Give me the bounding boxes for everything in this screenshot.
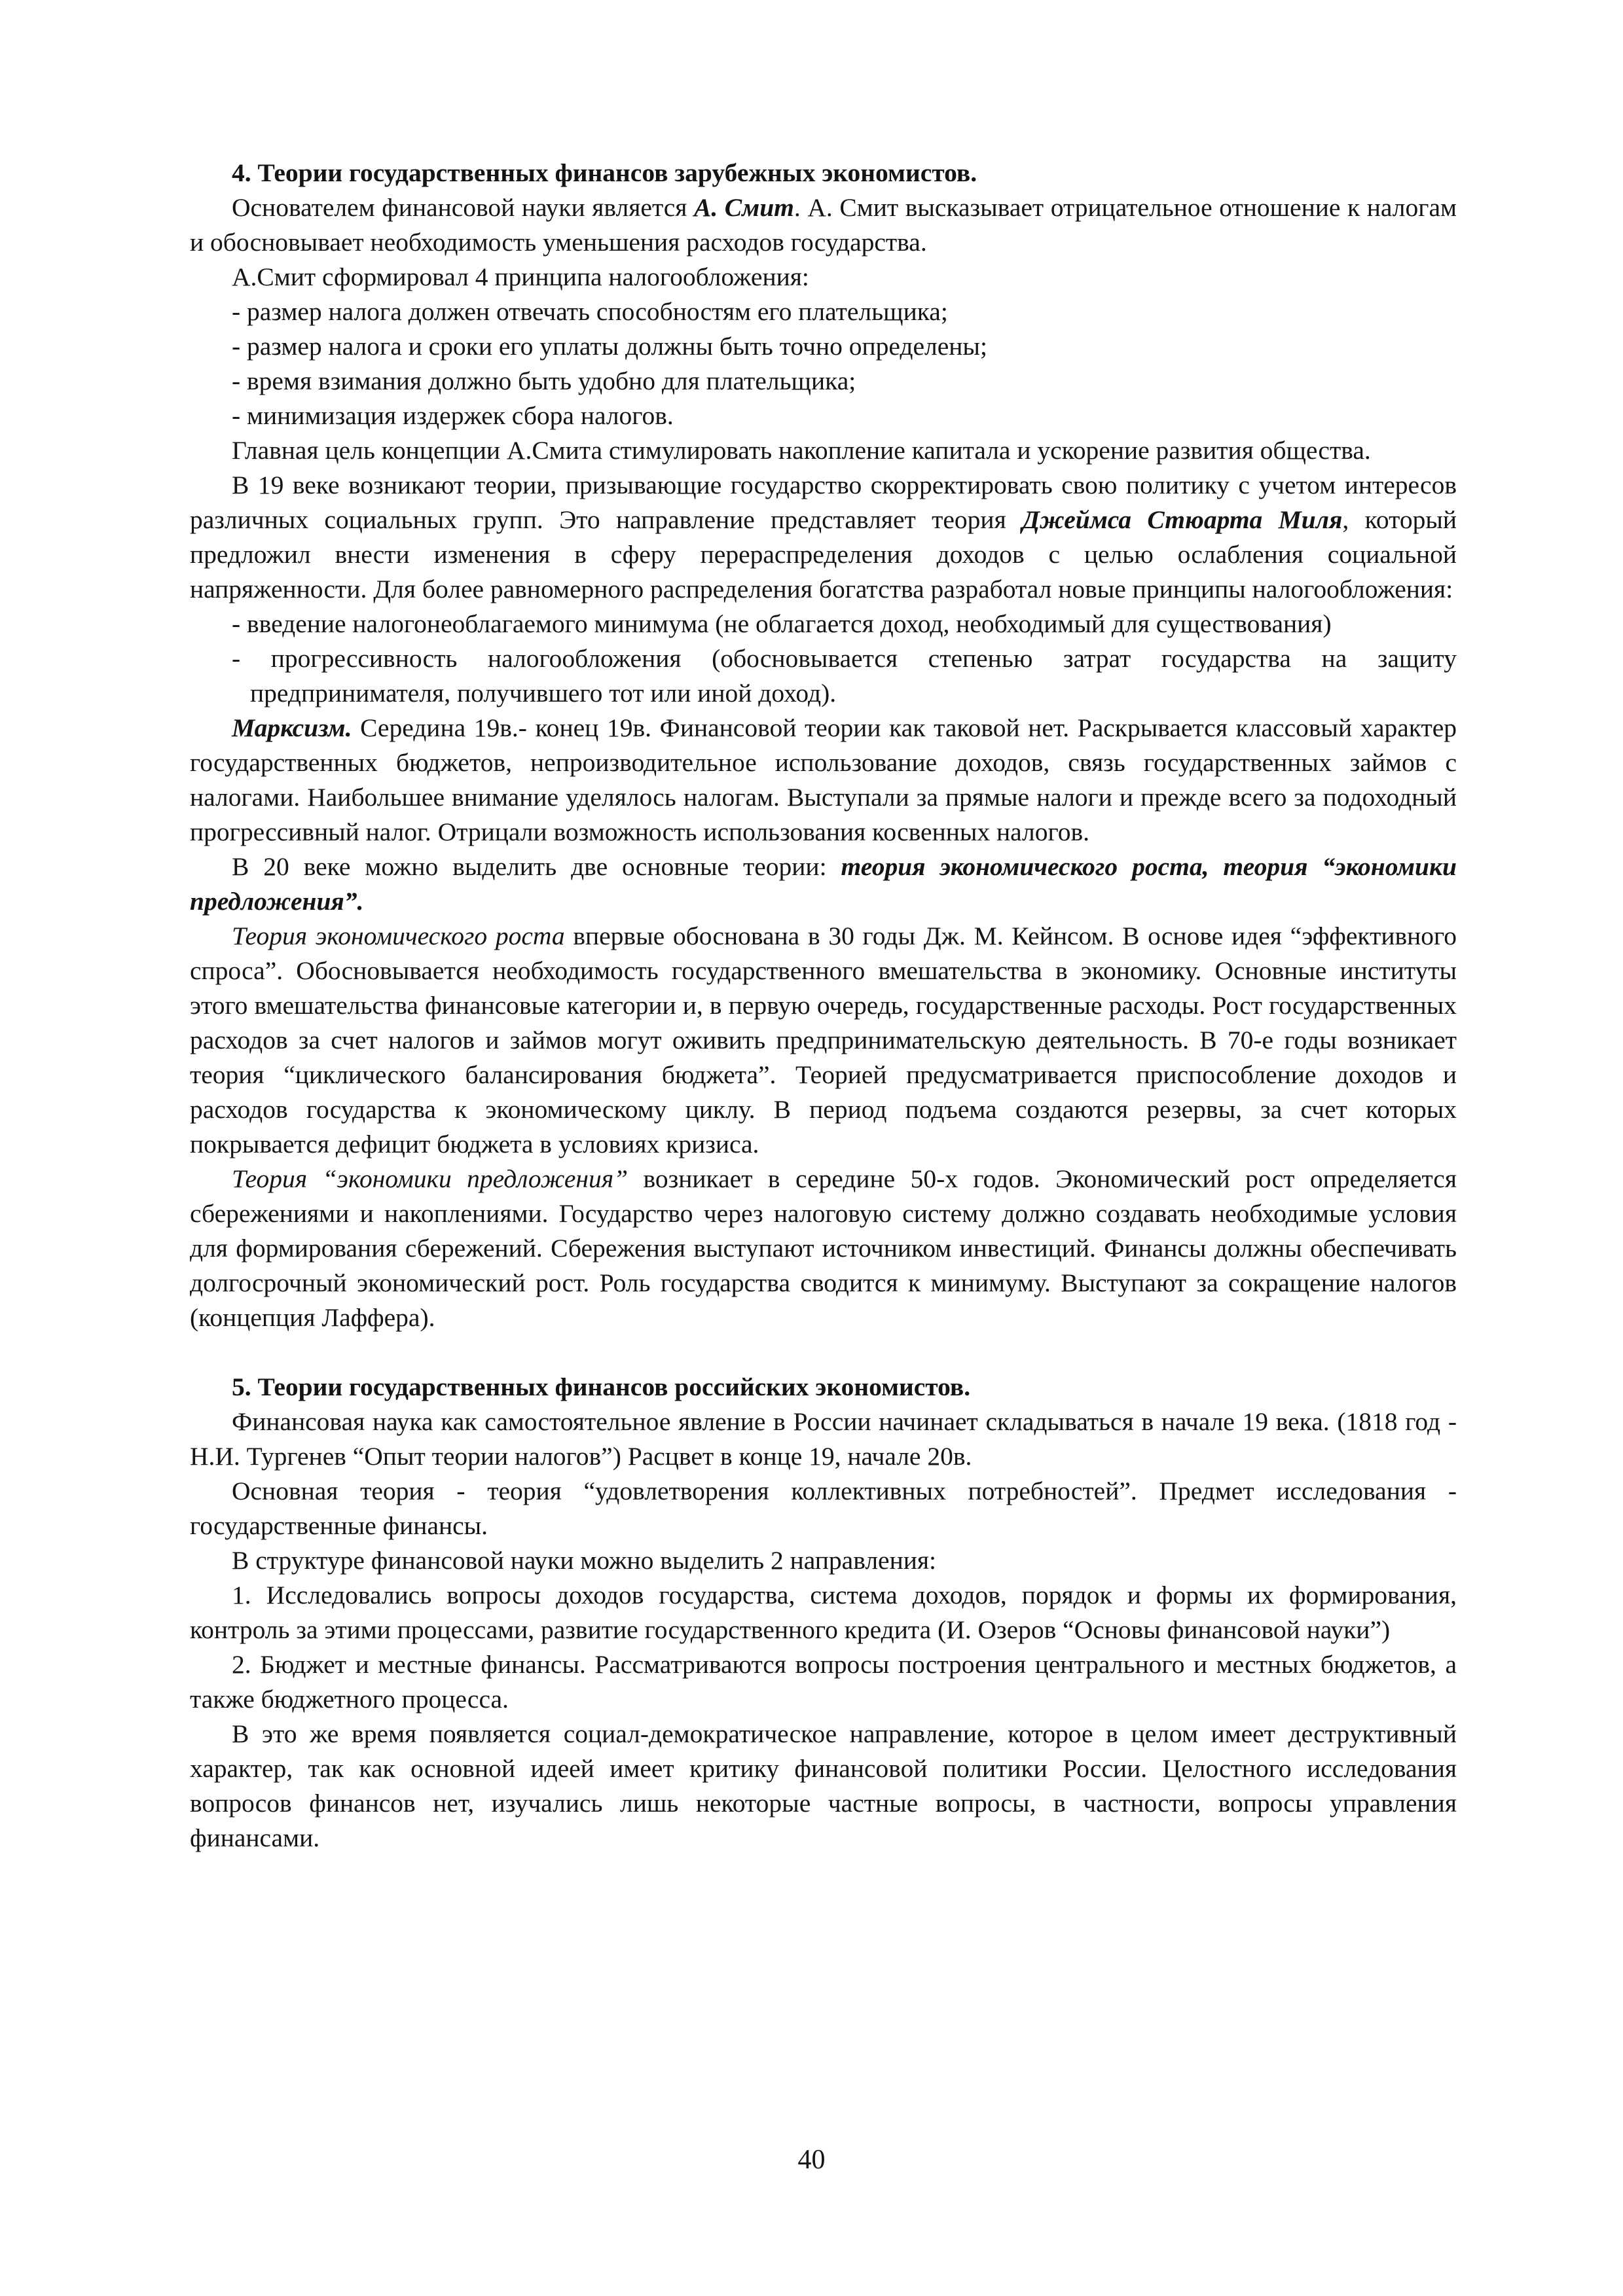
section-5-heading: 5. Теории государственных финансов российских экономистов. <box>232 1372 971 1401</box>
term-supply-theory: Теория “экономики предложения” <box>232 1164 629 1193</box>
paragraph-20th-century: В 20 веке можно выделить две основные теории: теория экономического роста, теория “экономики предложения”. <box>190 852 1457 916</box>
paragraph-russia-origins: Финансовая наука как самостоятельное явление в России начинает складываться в начале 19 века. (1818 год - Н.И. Тургенев “Опыт теории налогов”) Расцвет в конце 19, начале 20в. <box>190 1407 1457 1471</box>
paragraph-marxism: Марксизм. Середина 19в.- конец 19в. Финансовой теории как таковой нет. Раскрывается классовый характер государственных бюджетов, непроизводительное использование доходов, связь государственных займов с налогами. Наибольшее внимание уделялось налогам. Выступали за прямые налоги и прежде всего за подоходный прогрессивный налог. Отрицали возможность использования косвенных налогов. <box>190 713 1457 846</box>
list-item: - размер налога и сроки его уплаты должны быть точно определены; <box>232 332 987 361</box>
paragraph-social-democratic: В это же время появляется социал-демократическое направление, которое в целом имеет деструктивный характер, так как основной идеей имеет критику финансовой политики России. Целостного исследования вопросов финансов нет, изучались лишь некоторые частные вопросы, в частности, вопросы управления финансами. <box>190 1719 1457 1852</box>
paragraph-smith-principles-intro: А.Смит сформировал 4 принципа налогообложения: <box>232 262 809 291</box>
term-marxism: Марксизм. <box>232 713 352 742</box>
page-number: 40 <box>797 2145 826 2175</box>
paragraph-growth-theory: Теория экономического роста впервые обоснована в 30 годы Дж. М. Кейнсом. В основе идея “эффективного спроса”. Обосновывается необходимость государственного вмешательства в экономику. Основные институты этого вмешательства финансовые категории и, в первую очередь, государственные расходы. Рост государственных расходов за счет налогов и займов могут оживить предпринимательскую деятельность. В 70-е годы возникает теория “циклического балансирования бюджета”. Теорией предусматривается приспособление доходов и расходов государства к экономическому циклу. В период подъема создаются резервы, за счет которых покрывается дефицит бюджета в условиях кризиса. <box>190 922 1457 1158</box>
mill-principles-list <box>190 607 1457 711</box>
paragraph-direction-1: 1. Исследовались вопросы доходов государства, система доходов, порядок и формы их формирования, контроль за этими процессами, развитие государственного кредита (И. Озеров “Основы финансовой науки”) <box>190 1581 1457 1644</box>
name-james-stuart-mill: Джеймса Стюарта Миля <box>1022 505 1343 534</box>
paragraph-direction-2: 2. Бюджет и местные финансы. Рассматриваются вопросы построения центрального и местных бюджетов, а также бюджетного процесса. <box>190 1650 1457 1713</box>
term-two-theories: теория экономического роста, теория “экономики предложения”. <box>190 852 1457 916</box>
list-item: - размер налога должен отвечать способностям его плательщика; <box>232 297 948 326</box>
section-4-heading: 4. Теории государственных финансов зарубежных экономистов. <box>232 158 977 187</box>
section-spacer <box>190 1335 1457 1370</box>
paragraph-main-theory: Основная теория - теория “удовлетворения коллективных потребностей”. Предмет исследования - государственные финансы. <box>190 1477 1457 1540</box>
paragraph-directions-intro: В структуре финансовой науки можно выделить 2 направления: <box>232 1546 937 1575</box>
list-item: - введение налогонеоблагаемого минимума (не облагается доход, необходимый для существования) <box>232 609 1332 638</box>
paragraph-smith-goal: Главная цель концепции А.Смита стимулировать накопление капитала и ускорение развития общества. <box>232 436 1371 465</box>
paragraph-supply-theory: Теория “экономики предложения” возникает в середине 50-х годов. Экономический рост определяется сбережениями и накоплениями. Государство через налоговую систему должно создавать необходимые условия для формирования сбережений. Сбережения выступают источником инвестиций. Финансы должны обеспечивать долгосрочный экономический рост. Роль государства сводится к минимуму. Выступают за сокращение налогов (концепция Лаффера). <box>190 1164 1457 1332</box>
list-item: - время взимания должно быть удобно для плательщика; <box>232 367 856 395</box>
paragraph-smith-founder: Основателем финансовой науки является А. Смит. А. Смит высказывает отрицательное отношение к налогам и обосновывает необходимость уменьшения расходов государства. <box>190 193 1457 257</box>
list-item: - минимизация издержек сбора налогов. <box>232 401 674 430</box>
page-body <box>190 156 1457 1856</box>
list-item: - прогрессивность налогообложения (обосновывается степенью затрат государства на защиту предпринимателя, получившего тот или иной доход). <box>232 644 1457 708</box>
smith-principles-list <box>190 295 1457 433</box>
paragraph-mill: В 19 веке возникают теории, призывающие государство скорректировать свою политику с учетом интересов различных социальных групп. Это направление представляет теория Джеймса Стюарта Миля, который предложил внести изменения в сферу перераспределения доходов с целью ослабления социальной напряженности. Для более равномерного распределения богатства разработал новые принципы налогообложения: <box>190 471 1457 603</box>
term-growth-theory: Теория экономического роста <box>232 922 565 950</box>
name-a-smith: А. Смит <box>693 193 794 222</box>
